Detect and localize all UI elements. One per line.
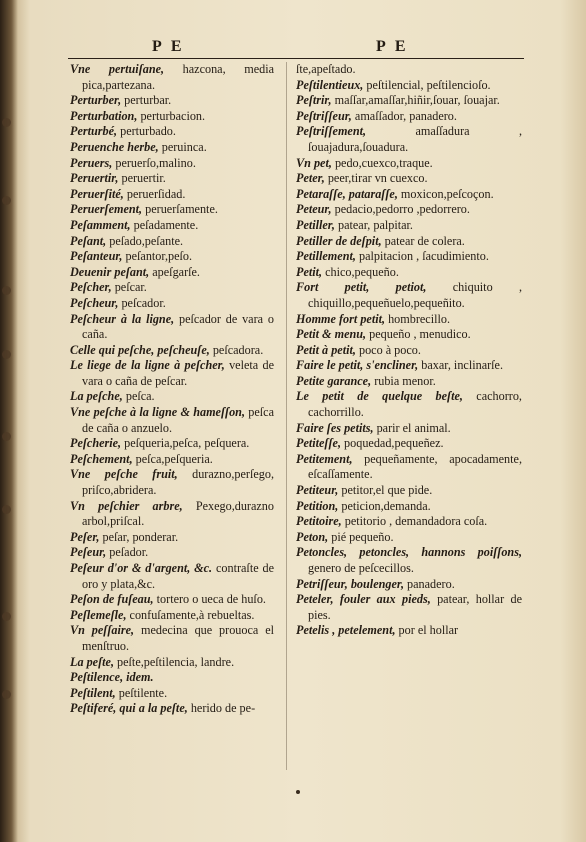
entry-definition: petitorio , demandadora coſa. — [341, 514, 488, 529]
entry-definition: poquedad,pequeñez. — [341, 436, 444, 451]
entry-definition: hombrecillo. — [385, 311, 451, 326]
dictionary-entry — [296, 358, 522, 374]
entry-definition: peſcador. — [118, 295, 166, 310]
entry-headword: Vn peſchier arbre, — [70, 498, 183, 513]
ink-spot — [2, 432, 11, 441]
header-right: P E — [376, 38, 409, 55]
dictionary-entry — [70, 686, 274, 702]
header-rule — [68, 58, 524, 59]
entry-definition: peſantor,peſo. — [122, 249, 193, 264]
dictionary-entry — [296, 343, 522, 359]
right-column — [296, 62, 522, 639]
entry-headword: Peſtriſſement, — [296, 124, 367, 139]
entry-definition: peruerſidad. — [123, 186, 186, 201]
dictionary-entry — [70, 296, 274, 312]
dictionary-entry — [296, 78, 522, 94]
entry-definition: peticion,demanda. — [338, 498, 431, 513]
dictionary-entry — [70, 467, 274, 498]
entry-headword: Peſcheur, — [70, 295, 119, 310]
dictionary-entry — [70, 312, 274, 343]
entry-headword: Faire ſes petits, — [296, 420, 374, 435]
dictionary-entry — [296, 545, 522, 576]
entry-headword: Homme fort petit, — [296, 311, 386, 326]
dictionary-entry — [296, 312, 522, 328]
dictionary-entry — [70, 249, 274, 265]
dictionary-entry — [296, 499, 522, 515]
entry-definition: pequeñamente, apocadamente, eſcaſſamente. — [308, 451, 522, 482]
header-left: P E — [152, 38, 185, 55]
entry-headword: Petiller de deſpit, — [296, 233, 382, 248]
running-header — [70, 38, 520, 55]
entry-definition: chiquito , chiquillo,pequeñuelo,pequeñito. — [308, 280, 522, 310]
entry-headword: Perturbation, — [70, 108, 138, 123]
dictionary-entry — [296, 389, 522, 420]
entry-headword: Peſchement, — [70, 451, 133, 466]
dictionary-entry — [70, 545, 274, 561]
entry-headword: Petite garance, — [296, 373, 372, 388]
entry-headword: Peſcherie, — [70, 436, 122, 451]
entry-definition: durazno,perſego, priſco,abridera. — [82, 467, 274, 498]
entry-headword: Deuenir peſant, — [70, 264, 150, 279]
entry-headword: Petitement, — [296, 451, 353, 466]
entry-headword: Vne pertuiſane, — [70, 62, 165, 76]
dictionary-entry — [296, 280, 522, 311]
entry-headword: Le petit de quelque beſte, — [296, 389, 463, 404]
entry-headword: Petriſſeur, boulenger, — [296, 576, 404, 591]
dictionary-entry — [296, 327, 522, 343]
entry-headword: Le liege de la ligne à peſcher, — [70, 358, 225, 373]
entry-definition: chico,pequeño. — [322, 264, 399, 279]
dictionary-entry — [70, 592, 274, 608]
dictionary-entry — [70, 171, 274, 187]
ink-spot — [2, 350, 11, 359]
ink-spot — [2, 612, 11, 621]
dictionary-entry — [296, 156, 522, 172]
entry-headword: Petit & menu, — [296, 327, 367, 342]
dictionary-entry — [70, 701, 274, 717]
entry-definition: tortero o ueca de huſo. — [153, 592, 266, 607]
entry-headword: Vne peſche à la ligne & hameſſon, — [70, 405, 245, 420]
dictionary-entry — [296, 421, 522, 437]
dictionary-entry — [296, 171, 522, 187]
book-binding — [0, 0, 18, 842]
entry-headword: Petit à petit, — [296, 342, 356, 357]
dictionary-entry — [70, 234, 274, 250]
entry-definition: patear de colera. — [381, 233, 465, 248]
dictionary-entry — [296, 530, 522, 546]
entry-headword: Petillement, — [296, 249, 356, 264]
ink-spot — [2, 286, 11, 295]
entry-definition: patear, palpitar. — [334, 217, 413, 232]
entry-definition: parir el animal. — [373, 420, 451, 435]
dictionary-entry — [70, 218, 274, 234]
entry-definition: peruinca. — [158, 139, 207, 154]
dictionary-entry — [296, 202, 522, 218]
dictionary-entry — [70, 156, 274, 172]
entry-definition: peſca de caña o anzuelo. — [82, 405, 274, 435]
footer-mark — [296, 790, 300, 794]
entry-definition: peruertir. — [118, 171, 166, 186]
entry-definition: Pexego,durazno arbol,priſcal. — [82, 498, 274, 529]
entry-definition: genero de peſcecillos. — [308, 561, 414, 575]
entry-headword: Peſcher, — [70, 280, 112, 295]
dictionary-entry — [296, 93, 522, 109]
dictionary-entry — [70, 358, 274, 389]
entry-definition: medecina que prouoca el menſtruo. — [82, 623, 274, 653]
ink-spot — [2, 118, 11, 127]
entry-headword: Petit, — [296, 264, 323, 279]
entry-headword: Peruerſité, — [70, 186, 124, 201]
entry-headword: Peſer, — [70, 529, 100, 544]
entry-definition: amaſſadura , ſouajadura,ſouadura. — [308, 124, 522, 154]
entry-headword: Petiteſſe, — [296, 436, 341, 451]
entry-definition: peſqueria,peſca, peſquera. — [121, 436, 250, 451]
entry-definition: peſadamente. — [130, 217, 199, 232]
dictionary-entry — [296, 109, 522, 125]
entry-definition: peruerſo,malino. — [112, 155, 196, 170]
entry-definition: peſte,peſtilencia, landre. — [114, 654, 235, 669]
entry-headword: Petaraſſe, pataraſſe, — [296, 186, 398, 201]
entry-definition: perturbar. — [121, 93, 172, 108]
dictionary-entry — [296, 592, 522, 623]
entry-headword: Vne peſche fruit, — [70, 467, 178, 482]
entry-headword: Faire le petit, s'encliner, — [296, 358, 419, 373]
entry-headword: Peſamment, — [70, 217, 131, 232]
entry-headword: Peſtilentieux, — [296, 77, 364, 92]
entry-headword: Peſcheur à la ligne, — [70, 311, 175, 326]
dictionary-entry — [296, 249, 522, 265]
dictionary-entry — [70, 124, 274, 140]
entry-headword: Peruers, — [70, 155, 113, 170]
entry-definition: patear, hollar de pies. — [308, 592, 522, 622]
entry-definition: peſcadora. — [209, 342, 264, 357]
entry-definition: hazcona, media pica,partezana. — [82, 62, 275, 92]
entry-headword: Petelis , petelement, — [296, 623, 396, 638]
entry-definition: pedacio,pedorro ,pedorrero. — [331, 202, 470, 217]
entry-definition: perturbacion. — [137, 108, 206, 123]
entry-definition: peruerſamente. — [142, 202, 218, 217]
entry-definition: peſtilencial, peſtilencioſo. — [363, 77, 491, 92]
dictionary-entry — [70, 109, 274, 125]
entry-definition: veleta de vara o caña de peſcar. — [82, 358, 274, 388]
dictionary-entry — [70, 670, 274, 686]
dictionary-entry — [296, 124, 522, 155]
dictionary-entry — [296, 452, 522, 483]
dictionary-entry — [296, 577, 522, 593]
entry-headword: Petitoire, — [296, 514, 342, 529]
entry-headword: Peruerſement, — [70, 202, 143, 217]
dictionary-entry — [296, 436, 522, 452]
entry-definition: rubia menor. — [371, 373, 436, 388]
dictionary-entry — [70, 655, 274, 671]
dictionary-entry — [70, 436, 274, 452]
entry-definition: pié pequeño. — [328, 529, 394, 544]
entry-definition: pedo,cuexco,traque. — [331, 155, 433, 170]
entry-definition: peſar, ponderar. — [99, 529, 179, 544]
dictionary-entry — [296, 623, 522, 639]
entry-definition: confuſamente,à rebueltas. — [126, 607, 255, 622]
dictionary-entry — [70, 280, 274, 296]
entry-definition: pequeño , menudico. — [366, 327, 471, 342]
dictionary-entry — [70, 499, 274, 530]
dictionary-entry — [70, 62, 274, 93]
entry-headword: Petiteur, — [296, 483, 339, 498]
entry-headword: Vn peſſaire, — [70, 623, 135, 638]
dictionary-entry — [70, 187, 274, 203]
entry-headword: Peſtrir, — [296, 93, 332, 108]
entry-definition: perturbado. — [117, 124, 176, 139]
dictionary-entry — [296, 187, 522, 203]
entry-definition: peſcador de vara o caña. — [82, 311, 274, 342]
entry-headword: Peſtilent, — [70, 685, 116, 700]
ink-spot — [2, 690, 11, 699]
entry-headword: Celle qui peſche, peſcheuſe, — [70, 342, 210, 357]
dictionary-entry — [70, 608, 274, 624]
dictionary-entry — [296, 483, 522, 499]
entry-definition: palpitacion , ſacudimiento. — [355, 249, 489, 264]
dictionary-entry — [70, 530, 274, 546]
entry-headword: Fort petit, petiot, — [296, 280, 427, 295]
entry-definition: peſcar. — [111, 280, 147, 295]
dictionary-entry — [70, 93, 274, 109]
ink-spot — [2, 196, 11, 205]
entry-definition: apeſgarſe. — [149, 264, 200, 279]
column-divider — [286, 62, 287, 770]
entry-headword: Peton, — [296, 529, 329, 544]
dictionary-entry — [296, 265, 522, 281]
dictionary-entry — [296, 514, 522, 530]
entry-headword: Peſtilence, idem. — [70, 670, 154, 685]
entry-definition: panadero. — [404, 576, 455, 591]
entry-definition: herido de pe- — [187, 701, 256, 716]
entry-headword: Perturber, — [70, 93, 122, 108]
dictionary-entry — [70, 343, 274, 359]
dictionary-entry — [296, 234, 522, 250]
entry-headword: Peſeur, — [70, 545, 107, 560]
entry-headword: Peſlemeſle, — [70, 607, 127, 622]
entry-definition: peſtilente. — [115, 685, 168, 700]
entry-definition: maſſar,amaſſar,hiñir,ſouar, ſouajar. — [331, 93, 500, 108]
entry-headword: Peſanteur, — [70, 249, 123, 264]
entry-headword: Peſon de fuſeau, — [70, 592, 154, 607]
entry-headword: Perturbé, — [70, 124, 118, 139]
dictionary-entry — [70, 389, 274, 405]
entry-headword: Petition, — [296, 498, 339, 513]
entry-headword: La peſte, — [70, 654, 114, 669]
entry-headword: Peſtiferé, qui a la peſte, — [70, 701, 188, 716]
entry-definition: por el hollar — [395, 623, 459, 638]
entry-definition: peſca,peſqueria. — [132, 451, 213, 466]
entry-headword: Peſant, — [70, 233, 107, 248]
entry-headword: Peteur, — [296, 202, 332, 217]
entry-headword: Peteler, fouler aux pieds, — [296, 592, 431, 607]
entry-definition: petitor,el que pide. — [338, 483, 433, 498]
ink-spot — [2, 505, 11, 514]
entry-definition: poco à poco. — [355, 342, 421, 357]
entry-headword: Peſeur d'or & d'argent, &c. — [70, 561, 213, 575]
dictionary-entry — [296, 374, 522, 390]
dictionary-entry — [70, 561, 274, 592]
entry-definition: amaſſador, panadero. — [351, 108, 457, 123]
entry-headword: Peruertir, — [70, 171, 119, 186]
entry-definition: contraſte de oro y plata,&c. — [82, 561, 274, 591]
entry-definition: peſca. — [122, 389, 155, 404]
entry-headword: Vn pet, — [296, 155, 332, 170]
entry-headword: Peſtriſſeur, — [296, 108, 352, 123]
entry-headword: Peter, — [296, 171, 325, 186]
dictionary-entry — [296, 62, 522, 78]
dictionary-entry — [70, 405, 274, 436]
entry-headword: Petoncles, petoncles, hannons poiſſons, — [296, 545, 522, 560]
entry-definition: peer,tirar vn cuexco. — [324, 171, 428, 186]
entry-headword: La peſche, — [70, 389, 123, 404]
entry-definition: moxicon,peſcoçon. — [397, 186, 494, 201]
dictionary-entry — [70, 452, 274, 468]
entry-definition: cachorro, cachorrillo. — [308, 389, 522, 420]
entry-definition: peſado,peſante. — [106, 233, 184, 248]
entry-headword: Petiller, — [296, 217, 335, 232]
entry-definition: baxar, inclinarſe. — [418, 358, 504, 373]
dictionary-entry — [70, 265, 274, 281]
entry-definition: ſte,apeſtado. — [296, 62, 356, 76]
dictionary-entry — [296, 218, 522, 234]
left-column — [70, 62, 274, 717]
entry-definition: peſador. — [106, 545, 149, 560]
dictionary-entry — [70, 140, 274, 156]
entry-headword: Peruenche herbe, — [70, 139, 159, 154]
dictionary-entry — [70, 202, 274, 218]
dictionary-entry — [70, 623, 274, 654]
